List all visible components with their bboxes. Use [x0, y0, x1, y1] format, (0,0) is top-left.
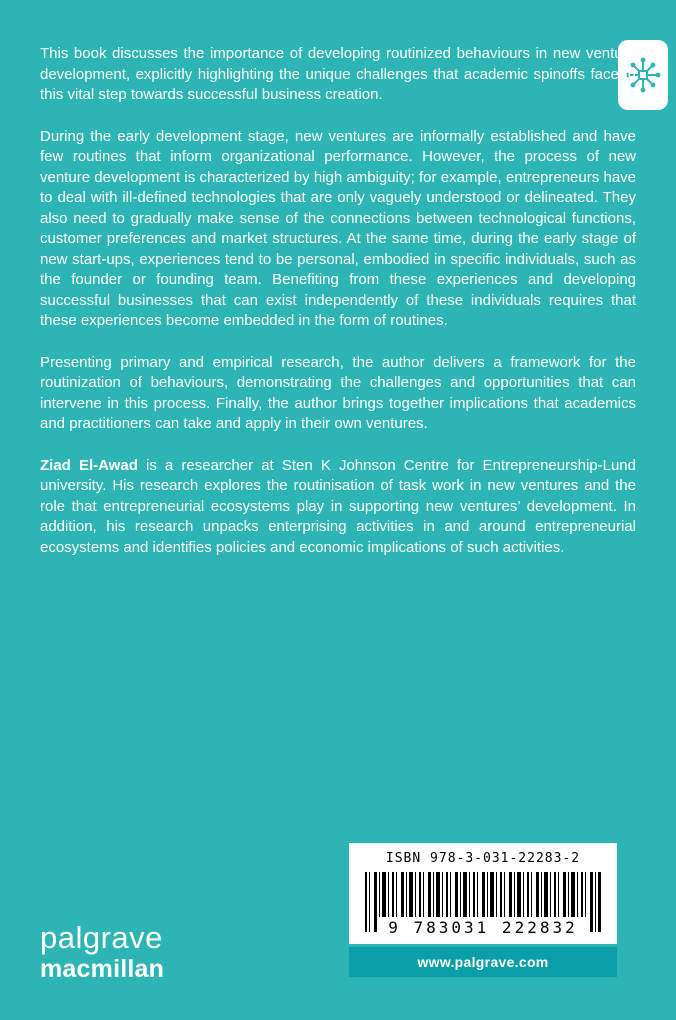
barcode-box: [349, 843, 617, 944]
author-name: Ziad El-Awad: [40, 456, 138, 474]
isbn-block: [349, 843, 617, 977]
wordmark-macmillan: macmillan: [40, 955, 165, 983]
back-cover-text: [40, 44, 636, 579]
author-bio-text: is a researcher at Sten K Johnson Centre for Entrepreneurship-Lund university. His research explores the routinisation of task work in new ventures and the role that entrepreneurial ecosystems play in supporting new ventures’ development. In addition, his research unpacks enterprising activities in and around entrepreneurial ecosystems and identifies policies and economic implications of such activities.: [40, 456, 636, 556]
wordmark-palgrave: palgrave: [40, 920, 163, 955]
publisher-website: www.palgrave.com: [349, 947, 617, 977]
synopsis-paragraph-1: This book discusses the importance of developing routinized behaviours in new venture development, explicitly highlighting the unique challenges that academic spinoffs face in this vital step towards successful business creation.: [40, 45, 636, 103]
publisher-wordmark: [40, 922, 164, 982]
synopsis-paragraph-2: During the early development stage, new ventures are informally established and have few routines that inform organizational performance. However, the process of new venture development is characterized by high ambiguity; for example, entrepreneurs have to deal with ill-defined technologies that are only vaguely understood or delineated. They also need to gradually make sense of the connections between technological functions, customer preferences and market structures. At the same time, during the early stage of new start-ups, experiences tend to be personal, embodied in specific individuals, such as the founder or founding team. Benefiting from these experiences and developing successful businesses that can exist independently of these individuals requires that these experiences become embedded in the form of routines.: [40, 127, 636, 329]
synopsis-paragraph-3: Presenting primary and empirical research, the author delivers a framework for the routinization of behaviours, demonstrating the challenges and opportunities that can intervene in this process. Finally, the author brings together implications that academics and practitioners can take and apply in their own ventures.: [40, 353, 636, 432]
author-bio-paragraph: [40, 456, 636, 559]
isbn-digits: 9 783031 222832: [378, 917, 588, 937]
isbn-label: ISBN 978-3-031-22283-2: [385, 851, 581, 866]
